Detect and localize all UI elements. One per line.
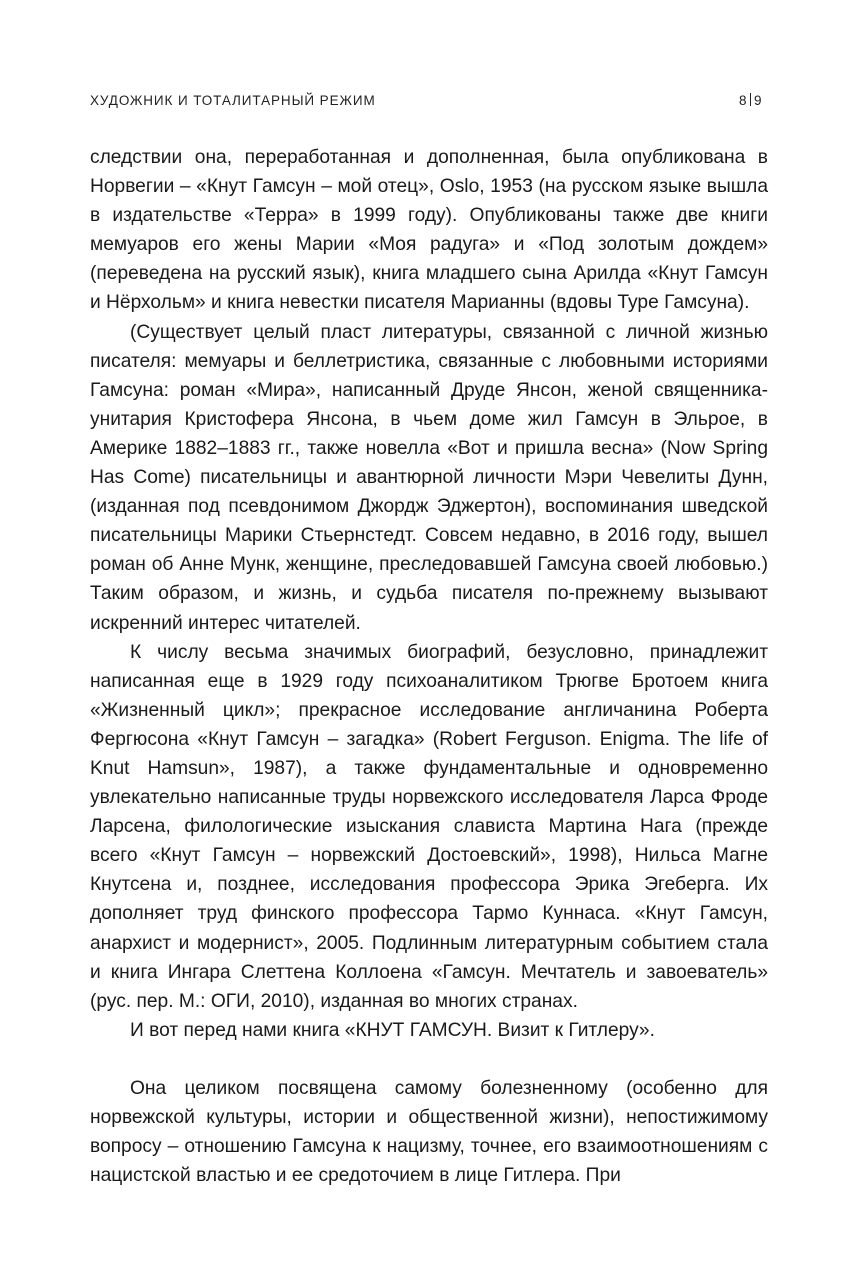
paragraph-literature: (Существует целый пласт литературы, связанной с личной жизнью писателя: мемуары и беллетристика, связанные с любовными историями Гамсуна: роман «Мира», написанный Друде Янсон, женой священника-унитария Кристофера Янсона, в чьем доме жил Гамсун в Эльрое, в Америке 1882–1883 гг., также новелла «Вот и пришла весна» (Now Spring Has Come) писательницы и авантюрной личности Мэри Чевелиты Дунн, (изданная под псевдонимом Джордж Эджертон), воспоминания шведской писательницы Марики Стьернстедт. Совсем недавно, в 2016 году, вышел роман об Анне Мунк, женщине, преследовавшей Гамсуна своей любовью.) Таким образом, и жизнь, и судьба писателя по-прежнему вызывают искренний интерес читателей. [90, 321, 768, 634]
body-text [90, 143, 768, 1190]
paragraph-book-intro: И вот перед нами книга «КНУТ ГАМСУН. Визит к Гитлеру». [130, 1019, 655, 1041]
running-head-title: ХУДОЖНИК И ТОТАЛИТАРНЫЙ РЕЖИМ [90, 93, 376, 108]
paragraph-biographies: К числу весьма значимых биографий, безусловно, принадлежит написанная еще в 1929 году психоаналитиком Трюгве Бротоем книга «Жизненный цикл»; прекрасное исследование англичанина Роберта Фергюсона «Кнут Гамсун – загадка» (Robert Ferguson. Enigma. The life of Knut Hamsun», 1987), а также фундаментальные и одновременно увлекательно написанные труды норвежского исследователя Ларса Фроде Ларсена, филологические изыскания слависта Мартина Нага (прежде всего «Кнут Гамсун – норвежский Достоевский», 1998), Нильса Магне Кнутсена и, позднее, исследования профессора Эрика Эгеберга. Их дополняет труд финского профессора Тармо Куннаса. «Кнут Гамсун, анархист и модернист», 2005. Подлинным литературным событием стала и книга Ингара Слеттена Коллоена «Гамсун. Мечтатель и завоеватель» (рус. пер. М.: ОГИ, 2010), изданная во многих странах. [90, 641, 768, 1012]
paragraph-continuation: следствии она, переработанная и дополненная, была опубликована в Норвегии – «Кнут Гамсун – мой отец», Oslo, 1953 (на русском языке вышла в издательстве «Терра» в 1999 году). Опубликованы также две книги мемуаров его жены Марии «Моя радуга» и «Под золотым дождем» (переведена на русский язык), книга младшего сына Арилда «Кнут Гамсун и Нёрхольм» и книга невестки писателя Марианны (вдовы Туре Гамсуна). [90, 147, 768, 314]
page-numbers [739, 93, 762, 108]
page-number-left: 8 [738, 93, 747, 108]
running-head [90, 93, 762, 113]
page-number-separator [750, 93, 751, 106]
paragraph-subject: Она целиком посвящена самому болезненному (особенно для норвежской культуры, истории и общественной жизни), непостижимому вопросу – отношению Гамсуна к нацизму, точнее, его взаимоотношениям с нацистской властью и ее средоточием в лице Гитлера. При [90, 1077, 768, 1187]
page-number-right: 9 [753, 93, 762, 108]
